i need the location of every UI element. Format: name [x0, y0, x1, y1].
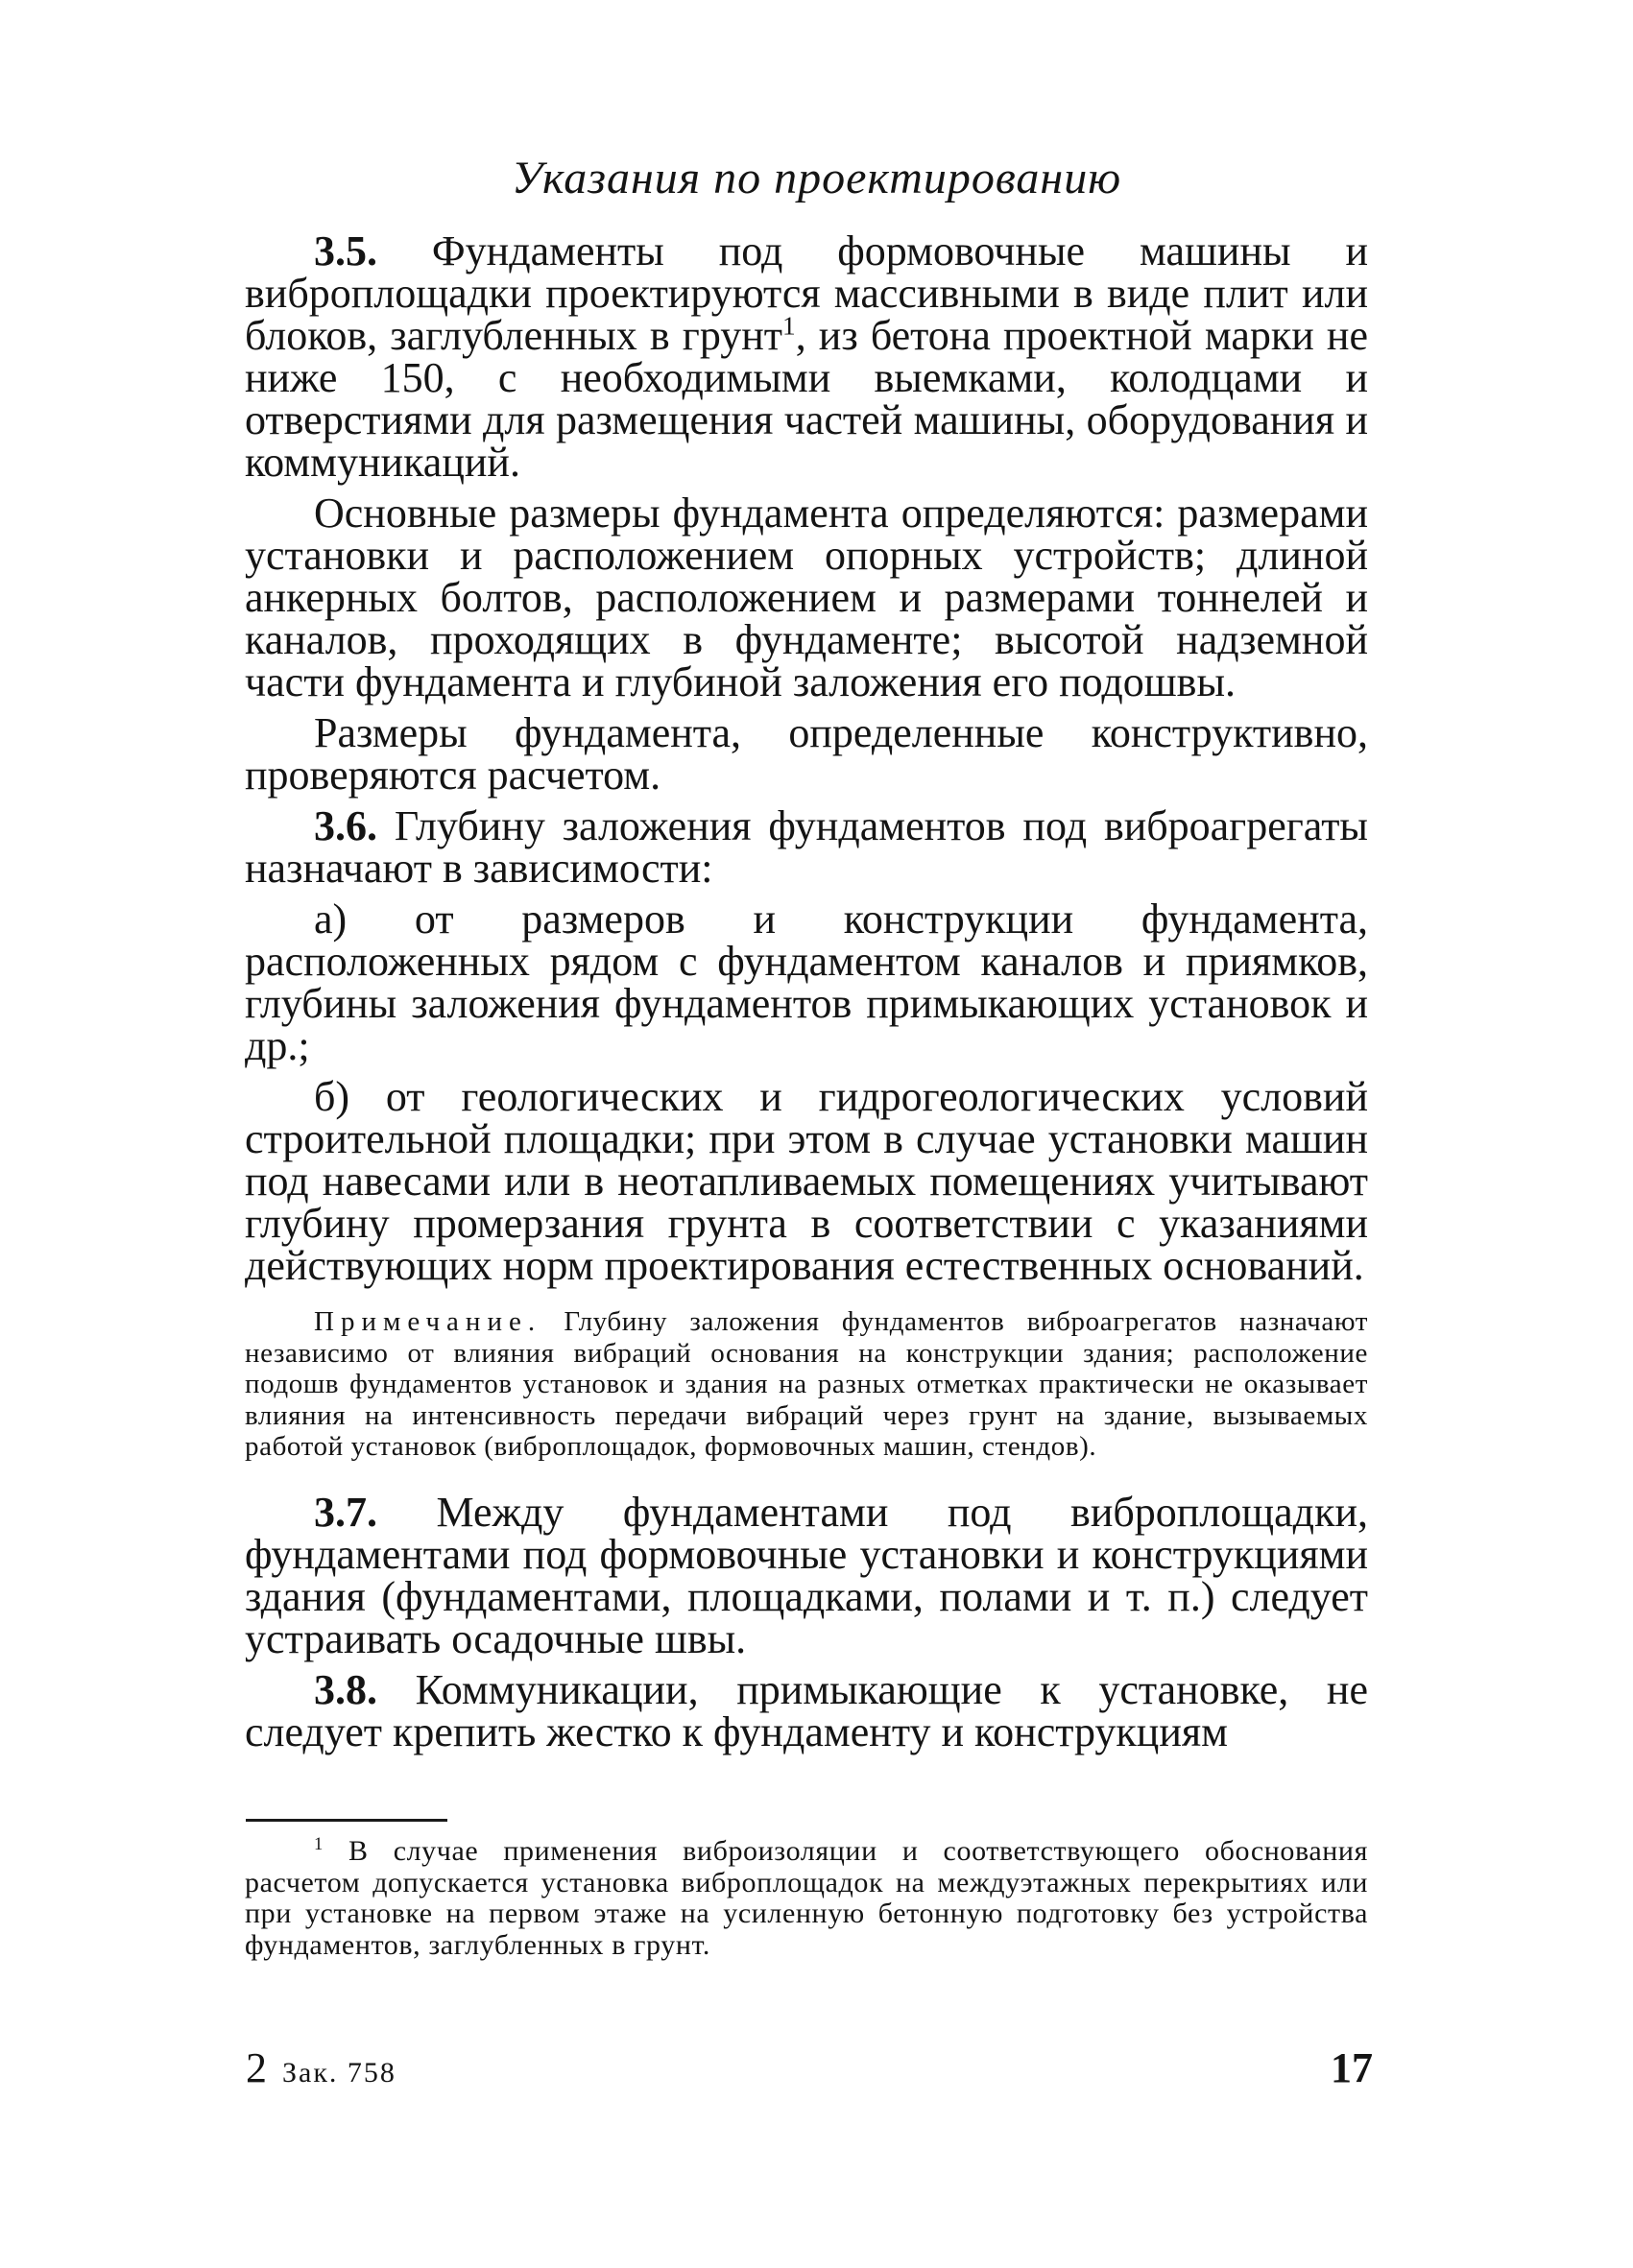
paragraph-text: Фундаменты под формовочные машины и виброплощадки проектируются массивными в виде плит или блоков, заглубленных в грунт	[245, 227, 1368, 359]
paragraph-text-continued: , из бетона проектной марки не ниже 150, с необходимыми выемками, колодцами и отверстиями для размещения частей машины, оборудования и коммуникаций.	[245, 312, 1369, 486]
paragraph-text: Коммуникации, примыкающие к установке, не следует крепить жестко к фундаменту и конструкциям	[245, 1665, 1368, 1755]
paragraph-text: Между фундаментами под виброплощадки, фундаментами под формовочные установки и конструкциями здания (фундаментами, площадками, полами и т. п.) следует устраивать осадочные швы.	[245, 1488, 1368, 1662]
footnote	[245, 1836, 1368, 1961]
footnote-text: В случае применения виброизоляции и соответствующего обоснования расчетом допускается установка виброплощадок на междуэтажных перекрытиях или при установке на первом этаже на усиленную бетонную подготовку без устройства фундаментов, заглубленных в грунт.	[245, 1835, 1368, 1961]
paragraph-3-6	[245, 802, 1368, 892]
section-number: 3.5.	[314, 227, 377, 275]
section-number: 3.8.	[314, 1665, 377, 1713]
running-header: Указания по проектированию	[511, 153, 1122, 203]
paragraph-text: Глубину заложения фундаментов под виброагрегаты назначают в зависимости:	[245, 802, 1368, 892]
printer-signature	[246, 2044, 396, 2094]
section-number: 3.7.	[314, 1488, 377, 1536]
paragraph-3-7	[245, 1488, 1368, 1662]
paragraph-3-8	[245, 1665, 1368, 1755]
note-label: Примечание.	[314, 1306, 542, 1337]
paragraph-main-dimensions: Основные размеры фундамента определяются: размерами установки и расположением опорных устройств; длиной анкерных болтов, расположением и размерами тоннелей и каналов, проходящих в фундаменте; высотой надземной части фундамента и глубиной заложения его подошвы.	[245, 489, 1368, 705]
footnote-reference: 1	[782, 311, 796, 341]
order-number: Зак. 758	[282, 2057, 396, 2089]
body-text	[245, 227, 1369, 1762]
page-number: 17	[1331, 2044, 1373, 2091]
section-number: 3.6.	[314, 802, 377, 849]
list-item-a: а) от размеров и конструкции фундамента, расположенных рядом с фундаментом каналов и приямков, глубины заложения фундаментов примыкающих установок и др.;	[245, 895, 1368, 1069]
paragraph-dimension-check: Размеры фундамента, определенные конструктивно, проверяются расчетом.	[245, 709, 1368, 799]
note	[245, 1306, 1368, 1463]
paragraph-3-5	[245, 227, 1369, 486]
footnote-divider	[246, 1819, 447, 1822]
note-text: Глубину заложения фундаментов виброагрегатов назначают независимо от влияния вибраций основания на конструкции здания; расположение подошв фундаментов установок и здания на разных отметках практически не оказывает влияния на интенсивность передачи вибраций через грунт на здание, вызываемых работой установок (виброплощадок, формовочных машин, стендов).	[245, 1306, 1368, 1462]
signature-number: 2	[246, 2044, 267, 2091]
list-item-b: б) от геологических и гидрогеологических условий строительной площадки; при этом в случае установки машин под навесами или в неотапливаемых помещениях учитывают глубину промерзания грунта в соответствии с указаниями действующих норм проектирования естественных оснований.	[245, 1073, 1368, 1289]
footnote-mark: 1	[314, 1834, 324, 1854]
